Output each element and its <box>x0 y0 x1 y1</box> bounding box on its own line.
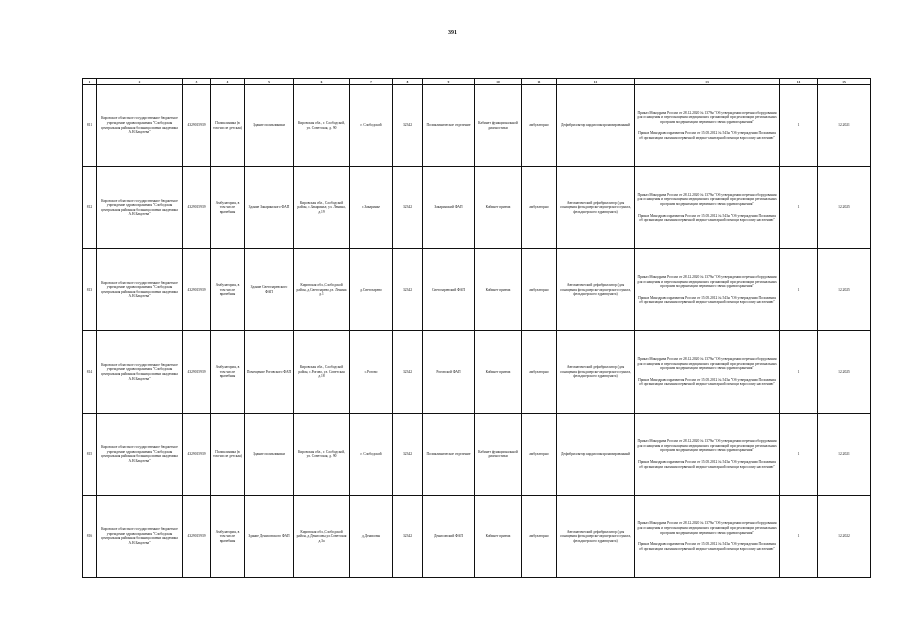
column-header: 7 <box>350 79 393 85</box>
column-header: 13 <box>635 79 780 85</box>
table-row <box>83 167 871 249</box>
unit-type-cell: Амбулатория, в том числе врачебная <box>211 167 245 249</box>
column-header: 11 <box>522 79 557 85</box>
quantity-cell: 1 <box>780 331 818 413</box>
care-type-cell: амбулаторно <box>522 249 557 331</box>
locality-cell: с.Рогово <box>350 331 393 413</box>
deadline-date-cell: 12.2021 <box>818 85 871 167</box>
care-type-cell: амбулаторно <box>522 167 557 249</box>
regulatory-order: Приказ Минздравсоцразвития России от 15.05.2012 № 543н "Об утверждении Положения об организации оказания первичной медико-санитарной помощи взрослому населению" <box>638 213 776 223</box>
unit-type-cell: Поликлиника (в том числе детская) <box>211 85 245 167</box>
equipment-name-cell: Автоматический дефибриллятор (для оснащения фельдшерско-акушерского пункта, фельдшерского здравпункта) <box>557 249 635 331</box>
institution-name-cell: Кировское областное государственное бюджетное учреждение здравоохранения "Слободская центральная районная больница имени академика А.Н.Бакулева" <box>97 413 183 495</box>
room-cell: Кабинет приема <box>475 331 522 413</box>
column-header: 15 <box>818 79 871 85</box>
territory-code-cell: 32342 <box>393 331 423 413</box>
room-cell: Кабинет приема <box>475 495 522 577</box>
regulatory-orders-cell <box>635 249 780 331</box>
regulatory-orders-cell <box>635 167 780 249</box>
room-cell: Кабинет функциональной диагностики <box>475 85 522 167</box>
territory-code-cell: 32342 <box>393 495 423 577</box>
territory-code-cell: 32342 <box>393 167 423 249</box>
regulatory-order: Приказ Минздрава России от 28.12.2020 № 1379н "Об утверждении перечня оборудования для оснащения и переоснащения медицинских организаций при реализации региональных программ модернизации первичного звена здравоохранения" <box>637 439 777 453</box>
institution-name-cell: Кировское областное государственное бюджетное учреждение здравоохранения "Слободская центральная районная больница имени академика А.Н.Бакулева" <box>97 167 183 249</box>
care-type-cell: амбулаторно <box>522 413 557 495</box>
deadline-date-cell: 12.2025 <box>818 167 871 249</box>
equipment-name-cell: Дефибриллятор кардиосинхронизированный <box>557 413 635 495</box>
row-number-cell: 814 <box>83 331 97 413</box>
department-cell: Денисовский ФАП <box>423 495 475 577</box>
room-cell: Кабинет функциональной диагностики <box>475 413 522 495</box>
unit-type-cell: Амбулатория, в том числе врачебная <box>211 249 245 331</box>
regulatory-orders-cell <box>635 85 780 167</box>
page-number: 391 <box>448 30 457 36</box>
care-type-cell: амбулаторно <box>522 85 557 167</box>
regulatory-order: Приказ Минздрава России от 28.12.2020 № 1379н "Об утверждении перечня оборудования для оснащения и переоснащения медицинских организаций при реализации региональных программ модернизации первичного звена здравоохранения" <box>637 357 777 371</box>
inn-code-cell: 4329015939 <box>183 413 211 495</box>
row-number-cell: 811 <box>83 85 97 167</box>
equipment-name-cell: Автоматический дефибриллятор (для оснащения фельдшерско-акушерского пункта, фельдшерского здравпункта) <box>557 331 635 413</box>
deadline-date-cell: 12.2021 <box>818 413 871 495</box>
territory-code-cell: 32342 <box>393 413 423 495</box>
institution-name-cell: Кировское областное государственное бюджетное учреждение здравоохранения "Слободская центральная районная больница имени академика А.Н.Бакулева" <box>97 331 183 413</box>
address-cell: Кировская обл., Слободской район, с.Закаринье, ул. Ленина, д.19 <box>294 167 350 249</box>
building-name-cell: Здание Денисовского ФАП <box>245 495 294 577</box>
regulatory-orders-cell <box>635 413 780 495</box>
room-cell: Кабинет приема <box>475 167 522 249</box>
regulatory-orders-cell <box>635 331 780 413</box>
regulatory-order: Приказ Минздравсоцразвития России от 15.05.2012 № 543н "Об утверждении Положения об организации оказания первичной медико-санитарной помощи взрослому населению" <box>638 131 776 140</box>
table-row <box>83 249 871 331</box>
column-header: 4 <box>211 79 245 85</box>
equipment-name-cell: Дефибриллятор кардиосинхронизированный <box>557 85 635 167</box>
column-header: 2 <box>97 79 183 85</box>
inn-code-cell: 4329015939 <box>183 495 211 577</box>
table-row <box>83 413 871 495</box>
column-header: 8 <box>393 79 423 85</box>
column-header: 5 <box>245 79 294 85</box>
care-type-cell: амбулаторно <box>522 331 557 413</box>
inn-code-cell: 4329015939 <box>183 85 211 167</box>
regulatory-order: Приказ Минздравсоцразвития России от 15.05.2012 № 543н "Об утверждении Положения об организации оказания первичной медико-санитарной помощи взрослому населению" <box>638 460 776 469</box>
locality-cell: с.Закаринье <box>350 167 393 249</box>
building-name-cell: Здание Закаринского ФАП <box>245 167 294 249</box>
locality-cell: г. Слободской <box>350 413 393 495</box>
column-header: 10 <box>475 79 522 85</box>
table-row <box>83 495 871 577</box>
institution-name-cell: Кировское областное государственное бюджетное учреждение здравоохранения "Слободская центральная районная больница имени академика А.Н.Бакулева" <box>97 249 183 331</box>
quantity-cell: 1 <box>780 85 818 167</box>
table-row <box>83 331 871 413</box>
regulatory-order: Приказ Минздравсоцразвития России от 15.05.2012 № 543н "Об утверждении Положения об организации оказания первичной медико-санитарной помощи взрослому населению" <box>638 377 776 387</box>
unit-type-cell: Амбулатория, в том числе врачебная <box>211 331 245 413</box>
table-row <box>83 85 871 167</box>
territory-code-cell: 32342 <box>393 85 423 167</box>
unit-type-cell: Амбулатория, в том числе врачебная <box>211 495 245 577</box>
column-header: 12 <box>557 79 635 85</box>
quantity-cell: 1 <box>780 413 818 495</box>
equipment-name-cell: Автоматический дефибриллятор (для оснащения фельдшерско-акушерского пункта, фельдшерского здравпункта) <box>557 495 635 577</box>
column-header: 1 <box>83 79 97 85</box>
address-cell: Кировская обл., Слободской район, с.Рогово, ул. Советская д.18 <box>294 331 350 413</box>
department-cell: Светозаревский ФАП <box>423 249 475 331</box>
institution-name-cell: Кировское областное государственное бюджетное учреждение здравоохранения "Слободская центральная районная больница имени академика А.Н.Бакулева" <box>97 85 183 167</box>
address-cell: Кировская обл., г. Слободской, ул. Советская, д. 90 <box>294 413 350 495</box>
regulatory-order: Приказ Минздрава России от 28.12.2020 № 1379н "Об утверждении перечня оборудования для оснащения и переоснащения медицинских организаций при реализации региональных программ модернизации первичного звена здравоохранения" <box>637 192 777 206</box>
unit-type-cell: Поликлиника (в том числе детская) <box>211 413 245 495</box>
address-cell: Кировская обл., г. Слободской, ул. Советская, д. 90 <box>294 85 350 167</box>
locality-cell: г. Слободской <box>350 85 393 167</box>
department-cell: Роговской ФАП <box>423 331 475 413</box>
inn-code-cell: 4329015939 <box>183 331 211 413</box>
deadline-date-cell: 12.2025 <box>818 249 871 331</box>
quantity-cell: 1 <box>780 249 818 331</box>
regulatory-orders-cell <box>635 495 780 577</box>
locality-cell: д.Денисовы <box>350 495 393 577</box>
address-cell: Кировская обл.,Слободской район, д.Денисовы,ул.Советская д.3а <box>294 495 350 577</box>
equipment-name-cell: Автоматический дефибриллятор (для оснащения фельдшерско-акушерского пункта, фельдшерского здравпункта) <box>557 167 635 249</box>
quantity-cell: 1 <box>780 495 818 577</box>
building-name-cell: Здание поликлиники <box>245 413 294 495</box>
locality-cell: д.Светозарево <box>350 249 393 331</box>
territory-code-cell: 32342 <box>393 249 423 331</box>
regulatory-order: Приказ Минздравсоцразвития России от 15.05.2012 № 543н "Об утверждении Положения об организации оказания первичной медико-санитарной помощи взрослому населению" <box>638 295 776 305</box>
department-cell: Закаринский ФАП <box>423 167 475 249</box>
row-number-cell: 813 <box>83 249 97 331</box>
building-name-cell: Помещение Роговского ФАП <box>245 331 294 413</box>
row-number-cell: 815 <box>83 413 97 495</box>
regulatory-order: Приказ Минздрава России от 28.12.2020 № 1379н "Об утверждении перечня оборудования для оснащения и переоснащения медицинских организаций при реализации региональных программ модернизации первичного звена здравоохранения" <box>637 274 777 289</box>
column-header: 14 <box>780 79 818 85</box>
regulatory-order: Приказ Минздрава России от 28.12.2020 № 1379н "Об утверждении перечня оборудования для оснащения и переоснащения медицинских организаций при реализации региональных программ модернизации первичного звена здравоохранения" <box>637 521 777 535</box>
row-number-cell: 816 <box>83 495 97 577</box>
quantity-cell: 1 <box>780 167 818 249</box>
regulatory-order: Приказ Минздрава России от 28.12.2020 № 1379н "Об утверждении перечня оборудования для оснащения и переоснащения медицинских организаций при реализации региональных программ модернизации первичного звена здравоохранения" <box>637 110 777 124</box>
department-cell: Поликлиническое отделение <box>423 85 475 167</box>
institution-name-cell: Кировское областное государственное бюджетное учреждение здравоохранения "Слободская центральная районная больница имени академика А.Н.Бакулева" <box>97 495 183 577</box>
table-body <box>83 85 871 578</box>
column-header: 3 <box>183 79 211 85</box>
deadline-date-cell: 12.2022 <box>818 495 871 577</box>
equipment-table <box>82 78 871 578</box>
building-name-cell: Здание поликлиники <box>245 85 294 167</box>
inn-code-cell: 4329015939 <box>183 167 211 249</box>
room-cell: Кабинет приема <box>475 249 522 331</box>
column-header: 9 <box>423 79 475 85</box>
row-number-cell: 812 <box>83 167 97 249</box>
deadline-date-cell: 12.2025 <box>818 331 871 413</box>
address-cell: Кировская обл.,Слободской район, д.Светозарево,ул. Ленина д.1 <box>294 249 350 331</box>
care-type-cell: амбулаторно <box>522 495 557 577</box>
inn-code-cell: 4329015939 <box>183 249 211 331</box>
regulatory-order: Приказ Минздравсоцразвития России от 15.05.2012 № 543н "Об утверждении Положения об организации оказания первичной медико-санитарной помощи взрослому населению" <box>638 542 776 551</box>
department-cell: Поликлиническое отделение <box>423 413 475 495</box>
column-header: 6 <box>294 79 350 85</box>
building-name-cell: Здание Светозаревского ФАП <box>245 249 294 331</box>
